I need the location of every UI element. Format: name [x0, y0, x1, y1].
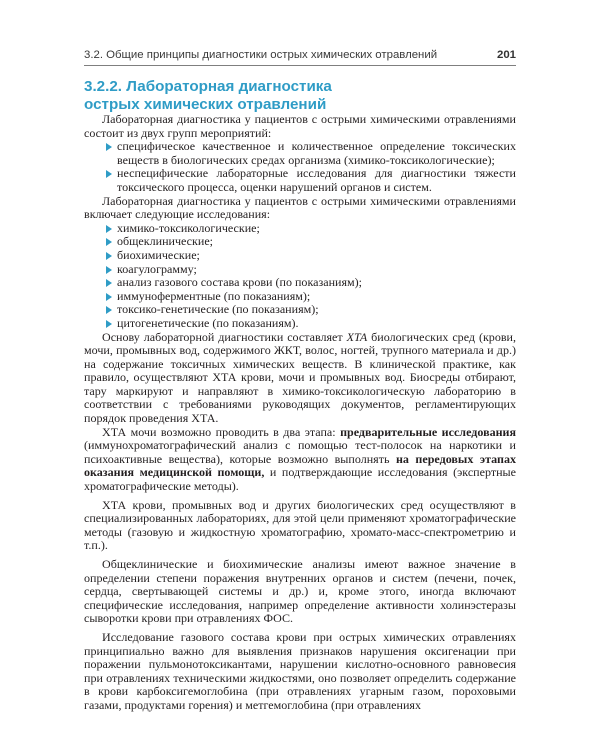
triangle-bullet-icon	[106, 306, 112, 314]
paragraph-xta-basis	[84, 331, 516, 426]
bullet-list-studies	[84, 222, 516, 331]
text-run-bold: предварительные исследования	[340, 424, 516, 439]
page-number: 201	[496, 49, 516, 61]
list-item-text: иммуноферментные (по показаниям);	[117, 288, 311, 303]
list-item-text: биохимические;	[117, 247, 200, 262]
text-run: ХТА мочи возможно проводить в два этапа:	[102, 424, 341, 439]
bullet-list-measures	[84, 140, 516, 194]
paragraph-urine-xta	[84, 426, 516, 494]
list-item-text: коагулограмму;	[117, 261, 197, 276]
text-run: (иммунохроматографический анализ с помощью тест-полосок на наркотики и психоактивные вещества), которые возможно выполнять	[84, 438, 516, 466]
list-item-text: токсико-генетические (по показаниям);	[117, 302, 319, 317]
list-item-text: цитогенетические (по показаниям).	[117, 315, 299, 330]
body-text	[84, 113, 516, 713]
triangle-bullet-icon	[106, 279, 112, 287]
paragraph-intro: Лабораторная диагностика у пациентов с острыми химическими отравлениями состоит из двух групп мероприятий:	[84, 112, 516, 140]
list-item	[84, 317, 516, 331]
text-run-italic: ХТА	[346, 329, 368, 344]
section-title-line-1: 3.2.2. Лабораторная диагностика	[84, 78, 332, 95]
text-run-bold: на передовых этапах оказания медицинской помощи,	[84, 451, 516, 480]
triangle-bullet-icon	[106, 252, 112, 260]
list-item-text: химико-токсикологические;	[117, 220, 260, 235]
triangle-bullet-icon	[106, 225, 112, 233]
list-item	[84, 276, 516, 290]
triangle-bullet-icon	[106, 266, 112, 274]
section-title-line-2: острых химических отравлений	[84, 95, 327, 113]
section-title	[84, 78, 332, 113]
triangle-bullet-icon	[106, 320, 112, 328]
paragraph-general-analyses: Общеклинические и биохимические анализы имеют важное значение в определении степени поражения внутренних органов и систем (печени, почек, сердца, свертывающей системы и др.) и, кроме этого, иногда включают специфические исследования, например определение активности холинэстеразы сыворотки крови при отравлениях ФОС.	[84, 557, 516, 626]
paragraph-blood-gas: Исследование газового состава крови при острых химических отравлениях принципиально важно для выявления признаков нарушения оксигенации при поражении пульмонотоксикантами, нарушении кислотно-основного равновесия при отравлениях техническими жидкостями, оно позволяет определить содержание в крови карбоксигемоглобина (при отравлениях угарным газом, пороховыми газами, продуктами горения) и метгемоглобина (при отравлениях	[84, 629, 516, 712]
list-item-text: неспецифические лабораторные исследования для диагностики тяжести токсического процесса, оценки нарушений органов и систем.	[117, 166, 516, 194]
list-item-text: общеклинические;	[117, 234, 214, 249]
triangle-bullet-icon	[106, 170, 112, 178]
list-item	[84, 249, 516, 263]
list-item	[84, 140, 516, 167]
text-run: биологических сред (крови, мочи, промывных вод, содержимого ЖКТ, волос, ногтей, трупного материала и др.) на содержание токсичных химических веществ. В клинической практике, как правило, осуществляют ХТА крови, мочи и промывных вод. Биосреды отбирают, тару маркируют и направляют в химико-токсикологическую лабораторию в соответствии с требованиями руководящих документов, регламентирующих порядок проведения ХТА.	[84, 329, 516, 426]
list-item	[84, 303, 516, 317]
running-header	[84, 49, 516, 61]
triangle-bullet-icon	[106, 238, 112, 246]
header-rule	[84, 65, 516, 66]
list-item-text: анализ газового состава крови (по показаниям);	[117, 275, 362, 290]
list-item	[84, 263, 516, 277]
triangle-bullet-icon	[106, 143, 112, 151]
text-run: и подтверждающие исследования (экспертные хроматографические методы).	[84, 465, 516, 494]
list-item	[84, 235, 516, 249]
list-item-text: специфическое качественное и количественное определение токсических веществ в биологических средах организма (химико-токсикологические);	[117, 139, 516, 167]
paragraph-blood-xta: ХТА крови, промывных вод и других биологических сред осуществляют в специализированных лабораториях, для этой цели применяют хроматографические методы (газовую и жидкостную хроматографию, хромато-масс-спектрометрию и т.п.).	[84, 497, 516, 553]
list-item	[84, 290, 516, 304]
triangle-bullet-icon	[106, 293, 112, 301]
running-title: 3.2. Общие принципы диагностики острых химических отравлений	[84, 49, 438, 61]
list-item	[84, 167, 516, 194]
text-run: Основу лабораторной диагностики составляет	[102, 329, 347, 344]
paragraph-studies: Лабораторная диагностика у пациентов с острыми химическими отравлениями включает следующие исследования:	[84, 193, 516, 222]
list-item	[84, 222, 516, 236]
